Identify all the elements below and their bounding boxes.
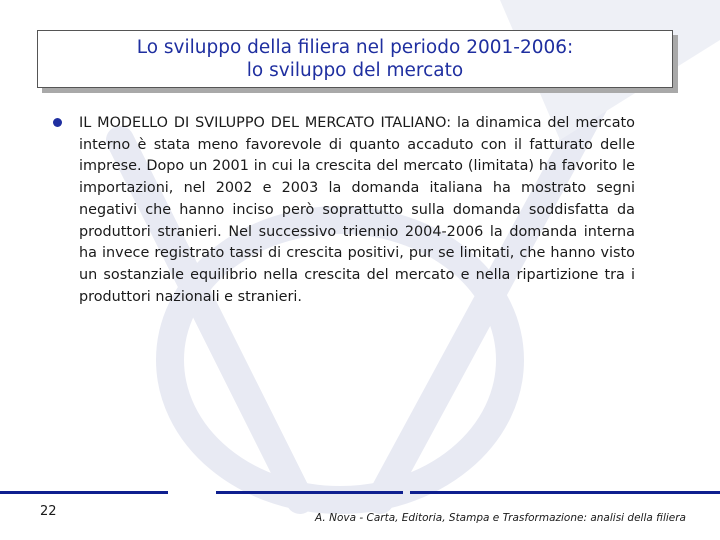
body-paragraph: IL MODELLO DI SVILUPPO DEL MERCATO ITALIANO: la dinamica del mercato interno è stata meno favorevole di quanto accaduto con il fatturato delle imprese. Dopo un 2001 in cui la crescita del mercato (limitata) ha favorito le importazioni, nel 2002 e 2003 la domanda italiana ha mostrato segni negativi che hanno inciso però soprattutto sulla domanda soddisfatta da produttori stranieri. Nel successivo triennio 2004-2006 la domanda interna ha invece registrato tassi di crescita positivi, pur se limitati, che hanno visto un sostanziale equilibrio nella crescita del mercato e nella ripartizione tra i produttori nazionali e stranieri.: [79, 115, 635, 305]
slide-title-line-1: Lo sviluppo della filiera nel periodo 2001-2006:: [136, 37, 574, 58]
slide-title-line-2: lo sviluppo del mercato: [246, 60, 464, 81]
footer-divider-right: [410, 491, 720, 494]
footer-credit: A. Nova - Carta, Editoria, Stampa e Trasformazione: analisi della filiera: [315, 512, 686, 524]
slide-title: [37, 30, 673, 88]
footer-divider-left: [0, 491, 168, 494]
footer-divider-middle: [216, 491, 403, 494]
bullet-icon: [53, 118, 62, 127]
page-number: 22: [40, 504, 57, 519]
